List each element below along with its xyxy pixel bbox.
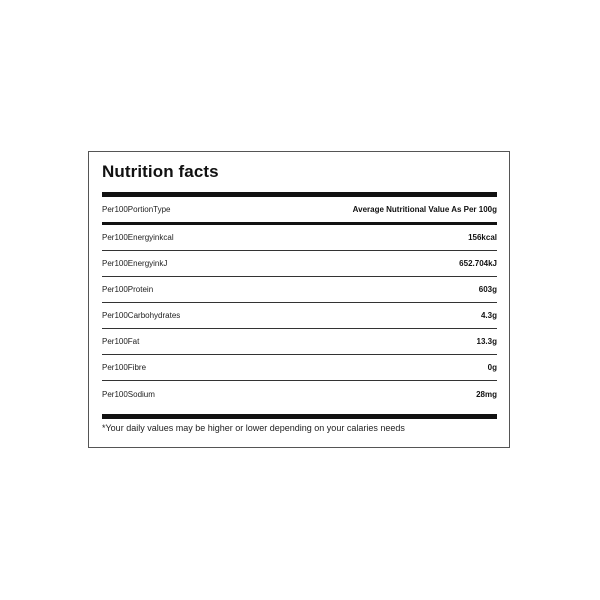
row-value: 156kcal xyxy=(468,233,497,242)
table-row xyxy=(102,303,497,329)
row-value: 4.3g xyxy=(480,311,497,320)
table-row xyxy=(102,329,497,355)
row-label: Per100Fibre xyxy=(102,363,147,372)
row-label: Per100EnergyinkJ xyxy=(102,259,168,268)
nutrition-table xyxy=(102,197,497,407)
header-value: Average Nutritional Value As Per 100g xyxy=(352,205,497,214)
row-value: 603g xyxy=(478,285,497,294)
row-value: 13.3g xyxy=(476,337,497,346)
row-value: 0g xyxy=(487,363,497,372)
row-value: 28mg xyxy=(476,389,497,399)
table-row xyxy=(102,355,497,381)
table-row xyxy=(102,251,497,277)
table-header-row xyxy=(102,197,497,225)
table-bottom-divider xyxy=(102,414,497,419)
row-label: Per100Energyinkcal xyxy=(102,233,174,242)
header-label: Per100PortionType xyxy=(102,205,171,214)
row-label: Per100Protein xyxy=(102,285,154,294)
table-row xyxy=(102,381,497,407)
table-row xyxy=(102,225,497,251)
nutrition-facts-panel xyxy=(88,151,510,448)
row-value: 652.704kJ xyxy=(459,259,497,268)
row-label: Per100Sodium xyxy=(102,389,155,399)
row-label: Per100Fat xyxy=(102,337,140,346)
row-label: Per100Carbohydrates xyxy=(102,311,181,320)
footnote: *Your daily values may be higher or lower depending on your calaries needs xyxy=(102,423,405,433)
table-row xyxy=(102,277,497,303)
nutrition-title: Nutrition facts xyxy=(102,162,219,181)
